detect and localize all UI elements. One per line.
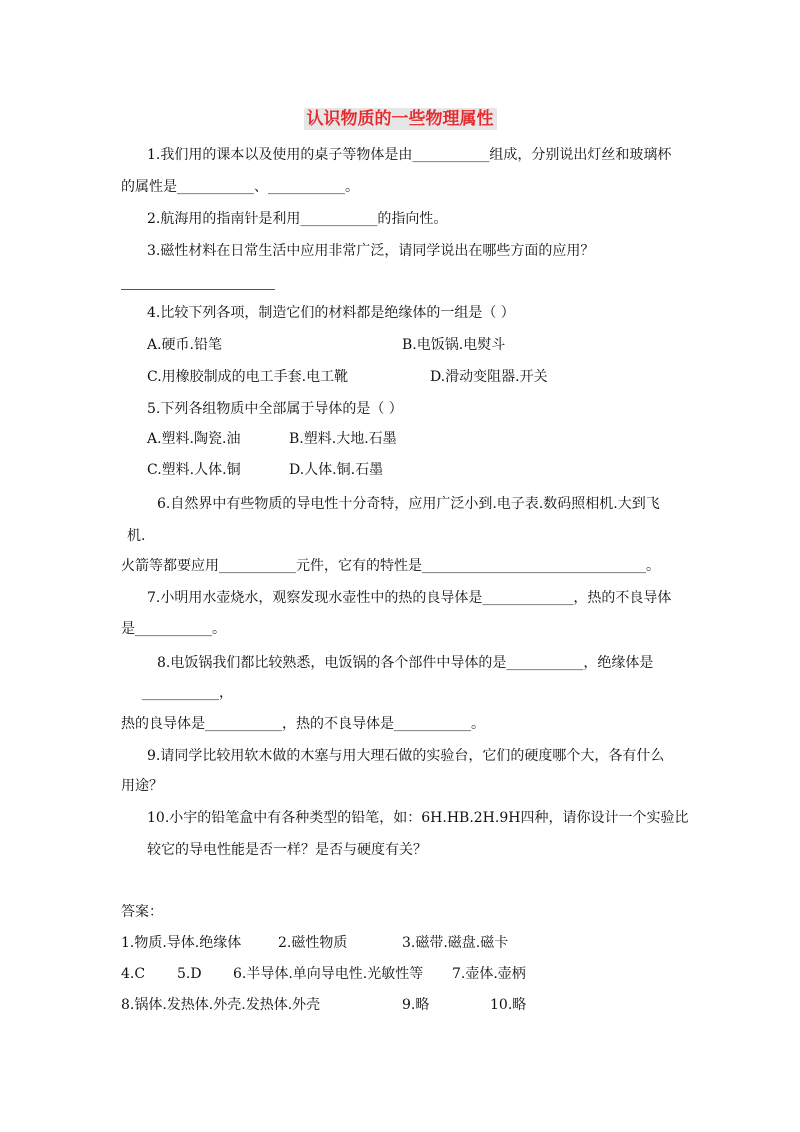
q9-line-2: 用途？ [121,778,163,794]
answer-item: 2.磁性物质 [278,935,348,951]
q8-line-3: 热的良导体是___________，热的不良导体是___________。 [121,716,485,732]
answer-item: 3.磁带.磁盘.磁卡 [402,935,509,951]
q8-line-1: 8.电饭锅我们都比较熟悉，电饭锅的各个部件中导体的是___________，绝缘体是 [157,655,654,671]
q3-line: 3.磁性材料在日常生活中应用非常广泛，请同学说出在哪些方面的应用？ [147,243,595,259]
answer-item: 9.略 [402,997,430,1013]
answer-item: 5.D [177,966,202,982]
q4-line: 4.比较下列各项，制造它们的材料都是绝缘体的一组是（ ） [147,305,515,321]
q6-line-2: 机. [127,528,146,544]
q4-option-c: C.用橡胶制成的电工手套.电工靴 [147,369,349,385]
answer-item: 1.物质.导体.绝缘体 [121,935,242,951]
q5-option-b: B.塑料.大地.石墨 [289,431,397,447]
answer-item: 8.锅体.发热体.外壳.发热体.外壳 [121,997,321,1013]
q5-option-a: A.塑料.陶瓷.油 [147,431,241,447]
title-text: 认识物质的一些物理属性 [304,108,497,130]
answer-item: 6.半导体.单向导电性.光敏性等 [233,966,424,982]
q5-line: 5.下列各组物质中全部属于导体的是（ ） [147,401,403,417]
q1-line-2: 的属性是___________、___________。 [121,179,359,195]
q7-line-1: 7.小明用水壶烧水，观察发现水壶性中的热的良导体是_____________，热的不良导体 [147,590,672,606]
q4-option-d: D.滑动变阻器.开关 [430,369,548,385]
q5-option-d: D.人体.铜.石墨 [289,462,384,478]
answer-item: 10.略 [490,997,527,1013]
q4-option-b: B.电饭锅.电熨斗 [402,337,506,353]
document-title [0,104,800,129]
q8-line-2: ___________， [142,685,233,701]
answers-heading: 答案： [121,904,163,920]
answer-item: 7.壶体.壶柄 [452,966,526,982]
q6-line-3: 火箭等都要应用___________元件，它有的特性是________________________________。 [121,558,660,574]
q10-line-2: 较它的导电性能是否一样？是否与硬度有关？ [147,842,427,858]
q9-line-1: 9.请同学比较用软木做的木塞与用大理石做的实验台，它们的硬度哪个大，各有什么 [147,748,665,764]
q2-line: 2.航海用的指南针是利用___________的指向性。 [147,211,448,227]
q7-line-2: 是___________。 [121,621,226,637]
q6-line-1: 6.自然界中有些物质的导电性十分奇特，应用广泛小到.电子表.数码照相机.大到飞 [157,496,660,512]
q5-option-c: C.塑料.人体.铜 [147,462,241,478]
answer-blank-line [121,289,275,290]
answer-item: 4.C [121,966,146,982]
q10-line-1: 10.小宇的铅笔盒中有各种类型的铅笔，如：6H.HB.2H.9H四种，请你设计一个实验比 [147,810,689,826]
q1-line-1: 1.我们用的课本以及使用的桌子等物体是由___________组成，分别说出灯丝和玻璃杯 [147,147,672,163]
q4-option-a: A.硬币.铅笔 [147,337,223,353]
